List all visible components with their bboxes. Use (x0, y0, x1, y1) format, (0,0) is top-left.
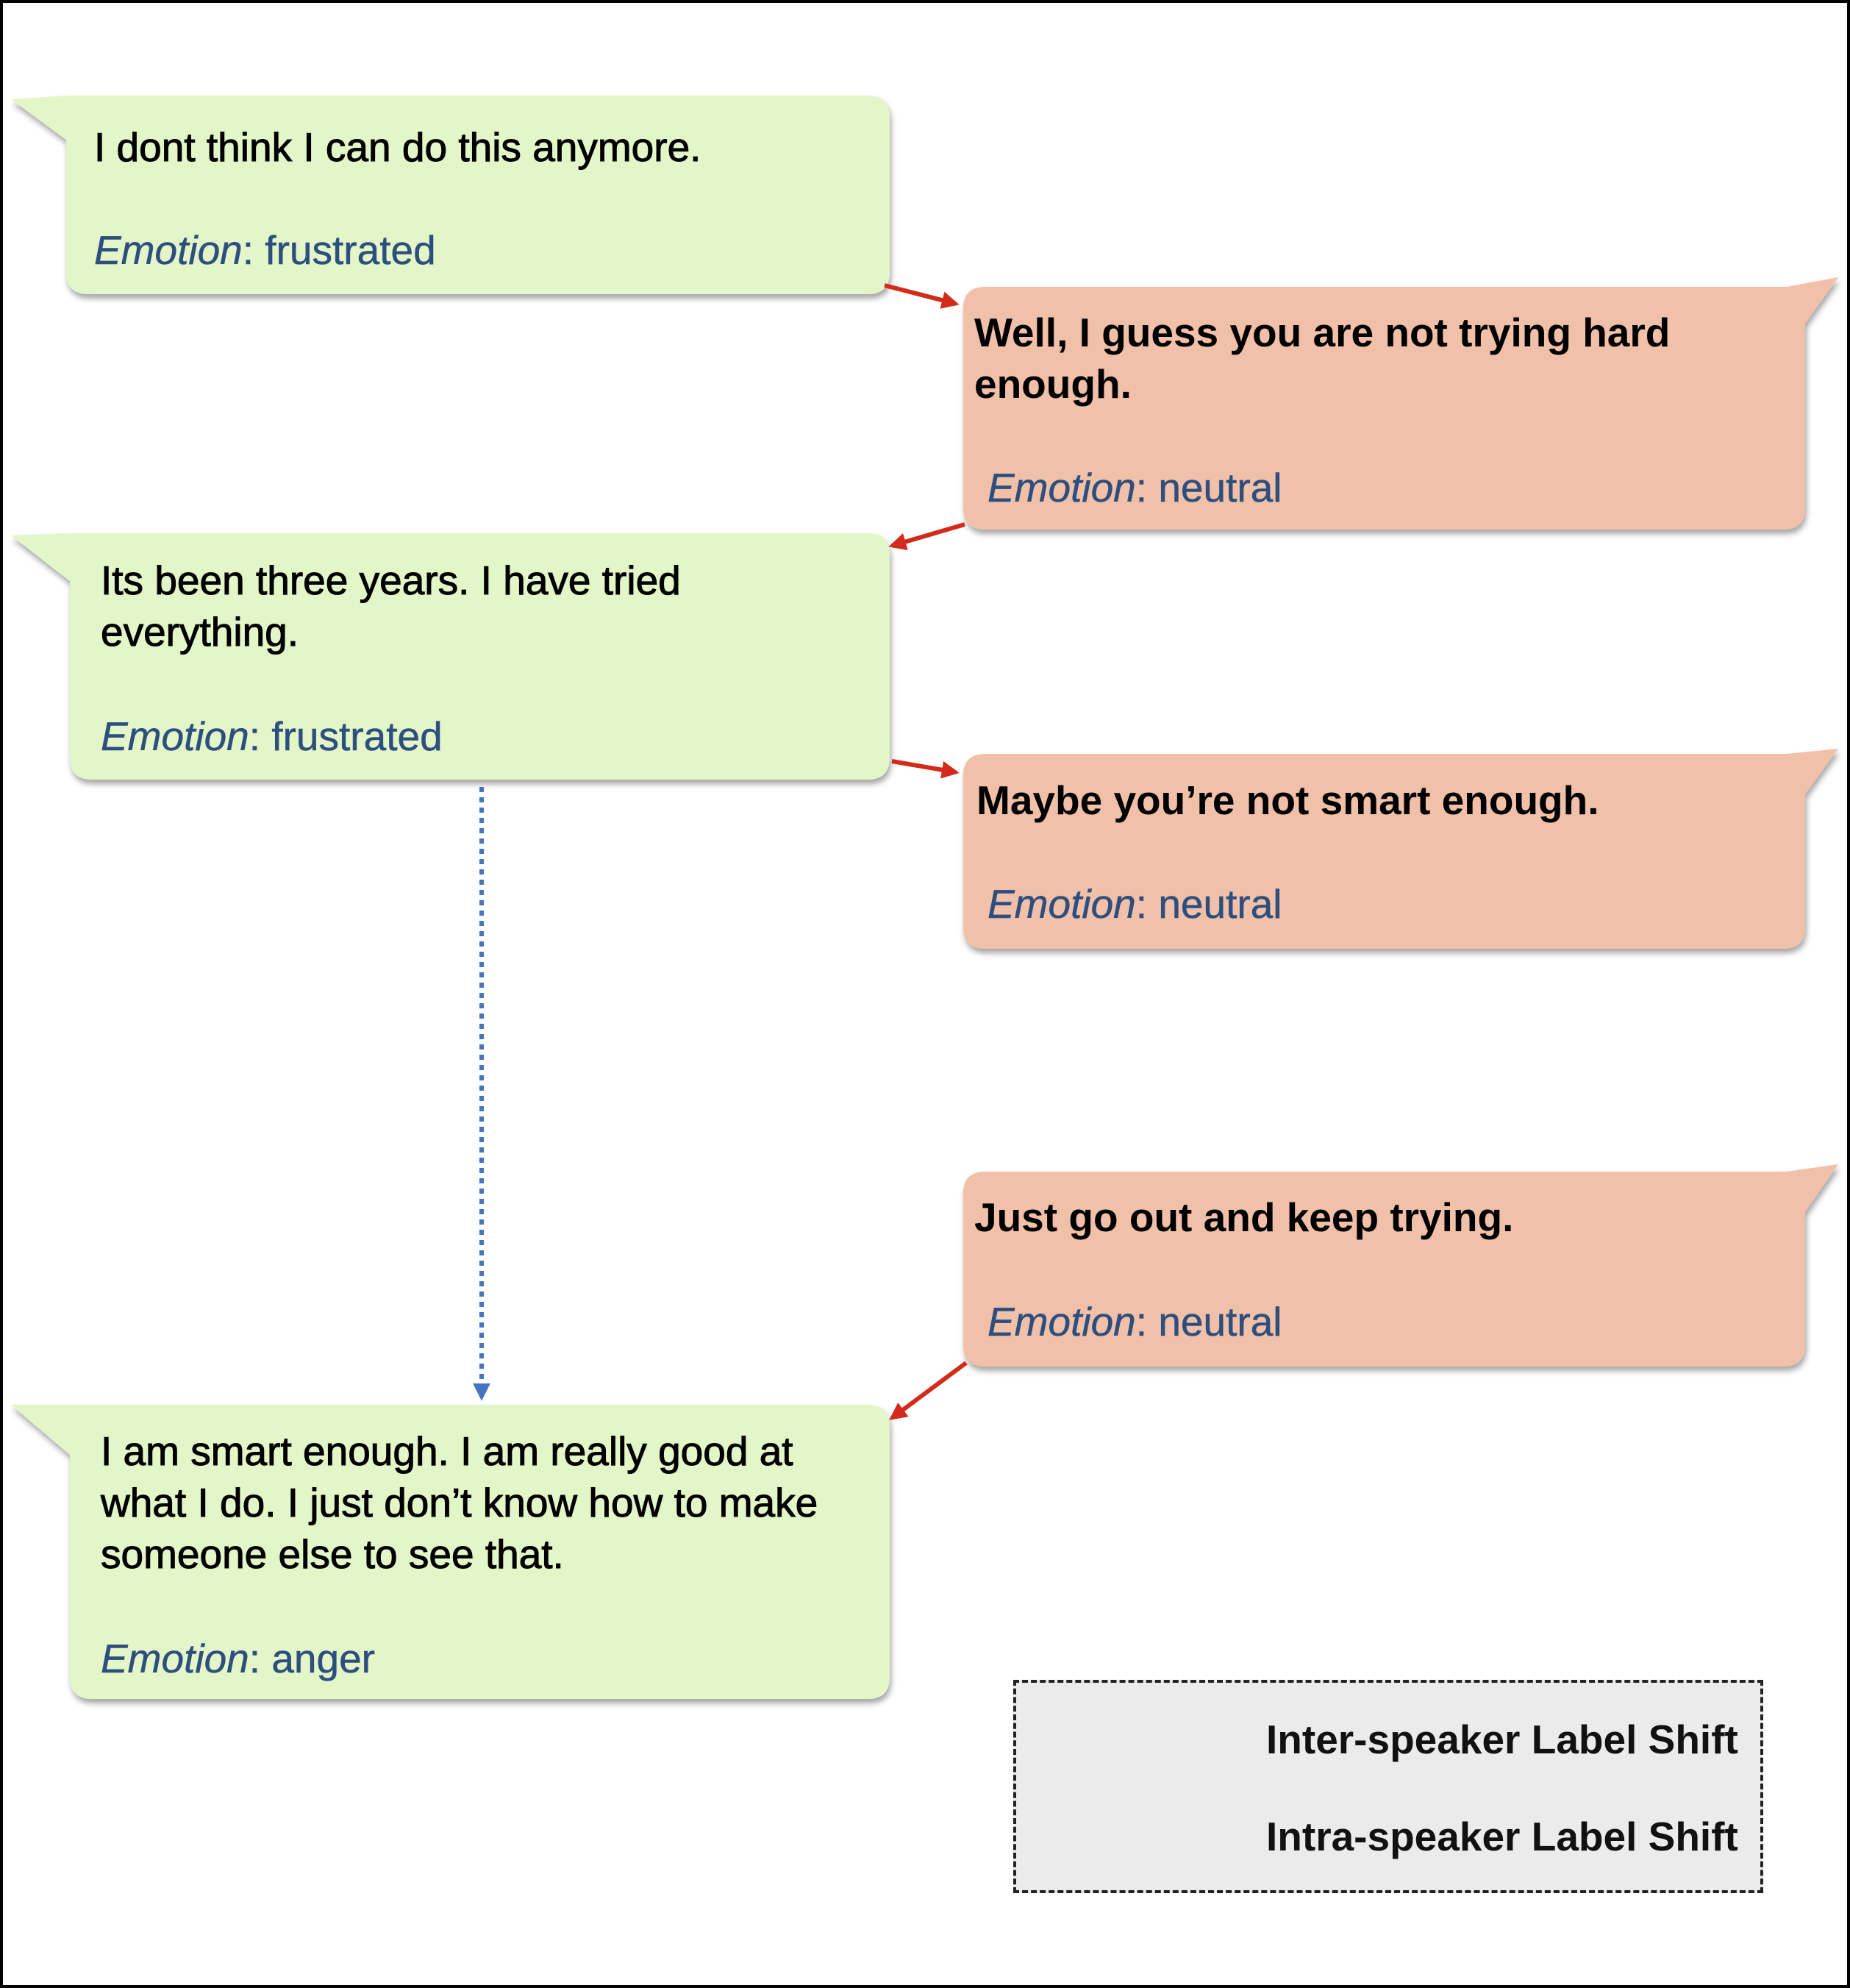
inter-arrow-2 (892, 524, 965, 546)
inter-arrow-3 (892, 761, 956, 772)
turn-3-emotion-key: Emotion (101, 713, 249, 759)
turn-4-emotion (988, 878, 1282, 930)
turn-2-emotion-key: Emotion (988, 465, 1136, 510)
legend (1013, 1680, 1763, 1893)
turn-1-emotion-value: : frustrated (242, 227, 436, 273)
turn-1-emotion-key: Emotion (94, 227, 243, 273)
turn-4-text: Maybe you’re not smart enough. (976, 777, 1599, 823)
legend-inter-label: Inter-speaker Label Shift (1266, 1717, 1738, 1762)
turn-2-emotion (988, 462, 1282, 513)
turn-4-emotion-key: Emotion (988, 881, 1136, 927)
inter-arrow-4 (892, 1363, 966, 1418)
turn-2-text: Well, I guess you are not trying hard enough. (974, 310, 1671, 407)
turn-5-text: Just go out and keep trying. (974, 1194, 1514, 1240)
turn-4-emotion-value: : neutral (1135, 881, 1282, 927)
turn-5-emotion (988, 1296, 1282, 1347)
turn-6-emotion-key: Emotion (101, 1636, 249, 1681)
turn-1-text: I dont think I can do this anymore. (94, 124, 701, 170)
turn-3-emotion-value: : frustrated (249, 713, 443, 759)
turn-3-emotion (101, 710, 443, 762)
turn-6-text: I am smart enough. I am really good at what I do. I just don’t know how to make someone else to see that. (101, 1428, 818, 1577)
turn-6-emotion-value: : anger (249, 1636, 375, 1681)
turn-5-emotion-value: : neutral (1135, 1299, 1282, 1344)
legend-intra-label: Intra-speaker Label Shift (1266, 1814, 1738, 1859)
turn-3-text: Its been three years. I have tried everything. (101, 557, 681, 655)
inter-arrow-1 (885, 285, 956, 304)
turn-5-emotion-key: Emotion (988, 1299, 1136, 1344)
turn-2-emotion-value: : neutral (1135, 465, 1282, 510)
turn-6-emotion (101, 1633, 375, 1684)
turn-1-emotion (94, 224, 436, 276)
